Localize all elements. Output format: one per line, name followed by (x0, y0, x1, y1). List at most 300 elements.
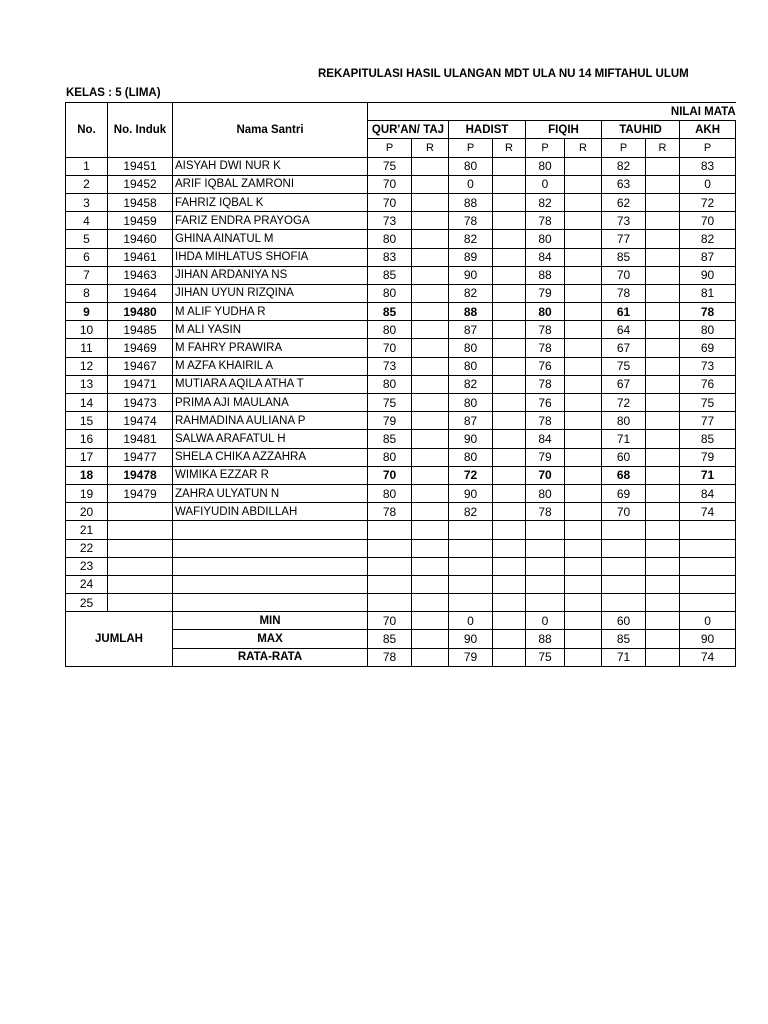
header-p: P (368, 139, 412, 157)
cell-score-p: 79 (368, 412, 412, 430)
cell-score-r (493, 575, 526, 593)
cell-score-p: 77 (602, 230, 646, 248)
summary-value-p: 75 (526, 648, 565, 666)
cell-score-r (565, 557, 602, 575)
cell-score-p: 70 (602, 266, 646, 284)
cell-no-induk: 19471 (108, 375, 173, 393)
cell-no: 23 (66, 557, 108, 575)
summary-value-r (565, 630, 602, 648)
cell-score-p: 79 (526, 284, 565, 302)
cell-no: 17 (66, 448, 108, 466)
table-row (66, 539, 736, 557)
cell-score-p (449, 594, 493, 612)
table-row (66, 303, 736, 321)
summary-value-p: 0 (449, 612, 493, 630)
cell-score-r (493, 594, 526, 612)
table-row (66, 175, 736, 193)
cell-score-p: 82 (602, 157, 646, 175)
header-p: P (526, 139, 565, 157)
cell-score-p (449, 557, 493, 575)
summary-value-r (646, 612, 680, 630)
cell-nama: ARIF IQBAL ZAMRONI (173, 175, 368, 193)
cell-score-p: 60 (602, 448, 646, 466)
header-nama-santri: Nama Santri (173, 103, 368, 158)
cell-score-r (646, 521, 680, 539)
cell-no: 1 (66, 157, 108, 175)
cell-score-r (493, 303, 526, 321)
cell-score-p: 70 (368, 193, 412, 211)
cell-score-p: 80 (526, 157, 565, 175)
cell-score-r (646, 339, 680, 357)
cell-score-r (565, 430, 602, 448)
cell-score-p (526, 521, 565, 539)
table-row (66, 321, 736, 339)
cell-nama (173, 594, 368, 612)
cell-score-p: 70 (680, 212, 736, 230)
cell-score-r (493, 430, 526, 448)
cell-score-p: 0 (680, 175, 736, 193)
cell-score-p: 87 (680, 248, 736, 266)
cell-no-induk (108, 557, 173, 575)
summary-label: RATA-RATA (173, 648, 368, 666)
summary-value-p: 79 (449, 648, 493, 666)
cell-score-r (565, 503, 602, 521)
cell-score-p: 71 (680, 466, 736, 484)
cell-score-p: 70 (368, 339, 412, 357)
cell-no-induk: 19477 (108, 448, 173, 466)
cell-score-p (602, 575, 646, 593)
cell-score-p: 80 (368, 448, 412, 466)
cell-score-r (412, 503, 449, 521)
cell-score-r (565, 193, 602, 211)
cell-score-r (646, 157, 680, 175)
cell-no-induk: 19463 (108, 266, 173, 284)
cell-score-p: 82 (680, 230, 736, 248)
cell-score-p: 78 (526, 212, 565, 230)
cell-nama: WIMIKA EZZAR R (173, 466, 368, 484)
cell-nama: MUTIARA AQILA ATHA T (173, 375, 368, 393)
cell-score-p: 75 (680, 394, 736, 412)
summary-value-r (412, 648, 449, 666)
cell-score-r (565, 484, 602, 502)
cell-score-p: 75 (368, 157, 412, 175)
cell-score-p: 76 (680, 375, 736, 393)
cell-no-induk: 19464 (108, 284, 173, 302)
summary-value-p: 0 (680, 612, 736, 630)
cell-no: 2 (66, 175, 108, 193)
cell-score-p (680, 521, 736, 539)
cell-score-p: 68 (602, 466, 646, 484)
cell-score-r (493, 412, 526, 430)
cell-no: 18 (66, 466, 108, 484)
grade-sheet (65, 102, 736, 667)
cell-score-r (493, 448, 526, 466)
cell-no: 3 (66, 193, 108, 211)
cell-score-p (526, 594, 565, 612)
cell-score-r (565, 248, 602, 266)
cell-score-p: 76 (526, 357, 565, 375)
summary-row (66, 612, 736, 630)
cell-score-p: 80 (368, 230, 412, 248)
cell-score-p: 88 (526, 266, 565, 284)
cell-no: 16 (66, 430, 108, 448)
header-p: P (449, 139, 493, 157)
table-row (66, 157, 736, 175)
cell-score-p: 78 (368, 503, 412, 521)
cell-score-p: 69 (680, 339, 736, 357)
cell-score-r (565, 521, 602, 539)
summary-value-p: 0 (526, 612, 565, 630)
cell-score-r (493, 321, 526, 339)
cell-score-p (602, 557, 646, 575)
cell-score-r (565, 466, 602, 484)
cell-score-p: 69 (602, 484, 646, 502)
cell-score-p: 73 (368, 212, 412, 230)
cell-no-induk (108, 594, 173, 612)
cell-score-p: 70 (526, 466, 565, 484)
cell-score-r (412, 303, 449, 321)
cell-score-p: 78 (526, 412, 565, 430)
summary-value-p: 71 (602, 648, 646, 666)
subject-header: FIQIH (526, 121, 602, 139)
cell-score-p: 67 (602, 339, 646, 357)
cell-score-p: 74 (680, 503, 736, 521)
cell-no: 25 (66, 594, 108, 612)
cell-score-r (646, 430, 680, 448)
summary-value-r (646, 630, 680, 648)
cell-score-p (526, 539, 565, 557)
summary-value-p: 74 (680, 648, 736, 666)
cell-score-r (493, 357, 526, 375)
cell-score-p (602, 539, 646, 557)
cell-score-p: 80 (449, 357, 493, 375)
table-row (66, 212, 736, 230)
cell-score-r (412, 448, 449, 466)
cell-score-p: 90 (449, 484, 493, 502)
cell-no-induk: 19460 (108, 230, 173, 248)
cell-score-r (493, 230, 526, 248)
cell-score-p: 72 (680, 193, 736, 211)
cell-score-p: 61 (602, 303, 646, 321)
cell-score-r (412, 321, 449, 339)
cell-score-p: 71 (602, 430, 646, 448)
table-row (66, 339, 736, 357)
cell-score-p: 64 (602, 321, 646, 339)
summary-value-r (493, 648, 526, 666)
page-title: REKAPITULASI HASIL ULANGAN MDT ULA NU 14 MIFTAHUL ULUM (318, 68, 689, 80)
cell-nama: PRIMA AJI MAULANA (173, 394, 368, 412)
header-no-induk: No. Induk (108, 103, 173, 158)
cell-score-r (493, 521, 526, 539)
cell-no-induk: 19451 (108, 157, 173, 175)
cell-score-p: 75 (602, 357, 646, 375)
cell-score-r (412, 412, 449, 430)
cell-score-p: 70 (368, 466, 412, 484)
summary-value-p: 90 (449, 630, 493, 648)
cell-no: 20 (66, 503, 108, 521)
cell-nama: FARIZ ENDRA PRAYOGA (173, 212, 368, 230)
cell-score-p: 79 (680, 448, 736, 466)
cell-score-p: 73 (602, 212, 646, 230)
cell-score-r (565, 357, 602, 375)
table-row (66, 484, 736, 502)
cell-score-r (565, 594, 602, 612)
header-r: R (493, 139, 526, 157)
cell-nama: M ALI YASIN (173, 321, 368, 339)
cell-score-p (449, 539, 493, 557)
cell-score-r (412, 339, 449, 357)
cell-score-p: 78 (602, 284, 646, 302)
cell-score-p: 78 (526, 375, 565, 393)
header-nilai-mata: NILAI MATA (368, 103, 736, 121)
cell-no: 15 (66, 412, 108, 430)
cell-score-p: 88 (449, 193, 493, 211)
cell-score-r (493, 375, 526, 393)
cell-score-r (493, 339, 526, 357)
cell-score-p: 80 (680, 321, 736, 339)
cell-no: 14 (66, 394, 108, 412)
cell-score-p (680, 539, 736, 557)
table-row (66, 284, 736, 302)
cell-no: 6 (66, 248, 108, 266)
table-row (66, 448, 736, 466)
summary-value-p: 60 (602, 612, 646, 630)
class-label: KELAS : 5 (LIMA) (66, 87, 161, 99)
cell-score-r (646, 248, 680, 266)
cell-score-r (493, 266, 526, 284)
cell-score-p: 80 (449, 448, 493, 466)
cell-score-p: 73 (680, 357, 736, 375)
cell-no: 22 (66, 539, 108, 557)
table-row (66, 375, 736, 393)
cell-score-p: 78 (526, 321, 565, 339)
cell-score-r (412, 230, 449, 248)
header-r: R (565, 139, 602, 157)
cell-score-p: 88 (449, 303, 493, 321)
jumlah-label: JUMLAH (66, 612, 173, 667)
cell-score-p: 75 (368, 394, 412, 412)
cell-no-induk: 19459 (108, 212, 173, 230)
cell-no: 7 (66, 266, 108, 284)
table-row (66, 557, 736, 575)
cell-score-r (412, 175, 449, 193)
cell-score-p: 82 (526, 193, 565, 211)
cell-score-p: 87 (449, 321, 493, 339)
cell-nama (173, 557, 368, 575)
cell-score-r (565, 266, 602, 284)
cell-score-r (565, 575, 602, 593)
cell-no: 13 (66, 375, 108, 393)
cell-no-induk: 19474 (108, 412, 173, 430)
cell-score-r (565, 230, 602, 248)
summary-value-r (493, 612, 526, 630)
header-row-1 (66, 103, 736, 121)
cell-score-r (646, 594, 680, 612)
cell-score-p: 63 (602, 175, 646, 193)
cell-score-p: 85 (602, 248, 646, 266)
cell-no: 4 (66, 212, 108, 230)
cell-score-p (526, 557, 565, 575)
cell-score-r (646, 448, 680, 466)
cell-score-r (412, 193, 449, 211)
cell-score-p: 82 (449, 503, 493, 521)
cell-nama: SALWA ARAFATUL H (173, 430, 368, 448)
table-row (66, 357, 736, 375)
cell-score-r (493, 157, 526, 175)
cell-score-r (646, 557, 680, 575)
cell-score-p: 79 (526, 448, 565, 466)
cell-score-p (368, 575, 412, 593)
cell-score-p (602, 594, 646, 612)
cell-nama: SHELA CHIKA AZZAHRA (173, 448, 368, 466)
summary-value-p: 78 (368, 648, 412, 666)
cell-score-p: 73 (368, 357, 412, 375)
table-row (66, 230, 736, 248)
table-row (66, 266, 736, 284)
cell-no-induk: 19461 (108, 248, 173, 266)
cell-score-p: 81 (680, 284, 736, 302)
cell-score-p: 82 (449, 375, 493, 393)
cell-score-p: 83 (368, 248, 412, 266)
subject-header: AKH (680, 121, 736, 139)
cell-score-r (646, 212, 680, 230)
grade-table (65, 102, 736, 667)
cell-score-r (646, 193, 680, 211)
cell-score-p: 78 (526, 339, 565, 357)
cell-no-induk: 19473 (108, 394, 173, 412)
summary-value-p: 90 (680, 630, 736, 648)
cell-score-r (412, 266, 449, 284)
table-row (66, 193, 736, 211)
cell-nama: M FAHRY PRAWIRA (173, 339, 368, 357)
cell-score-p (368, 539, 412, 557)
cell-score-r (412, 484, 449, 502)
cell-score-r (493, 175, 526, 193)
cell-nama: FAHRIZ IQBAL K (173, 193, 368, 211)
cell-score-r (565, 339, 602, 357)
cell-score-p: 85 (368, 303, 412, 321)
cell-score-p (526, 575, 565, 593)
cell-score-r (412, 430, 449, 448)
cell-score-p: 67 (602, 375, 646, 393)
cell-no-induk: 19469 (108, 339, 173, 357)
header-no: No. (66, 103, 108, 158)
cell-score-p: 84 (526, 430, 565, 448)
cell-score-p (449, 575, 493, 593)
cell-score-r (646, 412, 680, 430)
cell-score-r (565, 539, 602, 557)
cell-score-r (493, 503, 526, 521)
cell-score-p: 80 (449, 394, 493, 412)
table-row (66, 466, 736, 484)
cell-no-induk (108, 539, 173, 557)
cell-score-r (646, 303, 680, 321)
cell-no-induk: 19467 (108, 357, 173, 375)
cell-no: 10 (66, 321, 108, 339)
cell-score-p: 80 (368, 484, 412, 502)
cell-no: 21 (66, 521, 108, 539)
cell-score-p: 80 (602, 412, 646, 430)
cell-score-p: 82 (449, 284, 493, 302)
cell-score-r (565, 375, 602, 393)
cell-no-induk: 19480 (108, 303, 173, 321)
cell-score-r (646, 466, 680, 484)
cell-score-p: 77 (680, 412, 736, 430)
cell-nama: IHDA MIHLATUS SHOFIA (173, 248, 368, 266)
cell-nama: WAFIYUDIN ABDILLAH (173, 503, 368, 521)
summary-value-r (646, 648, 680, 666)
table-row (66, 248, 736, 266)
cell-score-r (412, 394, 449, 412)
cell-score-p (680, 575, 736, 593)
cell-no-induk: 19479 (108, 484, 173, 502)
summary-label: MAX (173, 630, 368, 648)
table-row (66, 594, 736, 612)
cell-score-r (412, 284, 449, 302)
cell-score-r (565, 175, 602, 193)
cell-no-induk: 19485 (108, 321, 173, 339)
cell-nama: JIHAN UYUN RIZQINA (173, 284, 368, 302)
cell-score-r (412, 375, 449, 393)
summary-value-r (493, 630, 526, 648)
cell-nama: AISYAH DWI NUR K (173, 157, 368, 175)
cell-score-p (368, 594, 412, 612)
cell-score-r (412, 157, 449, 175)
summary-value-r (412, 630, 449, 648)
cell-no: 9 (66, 303, 108, 321)
cell-nama (173, 575, 368, 593)
cell-score-r (412, 539, 449, 557)
cell-score-r (646, 539, 680, 557)
cell-nama (173, 539, 368, 557)
cell-score-p: 78 (680, 303, 736, 321)
cell-score-p: 82 (449, 230, 493, 248)
cell-score-p: 90 (680, 266, 736, 284)
cell-score-p: 80 (449, 339, 493, 357)
cell-score-r (646, 230, 680, 248)
cell-score-r (412, 521, 449, 539)
cell-score-r (646, 575, 680, 593)
table-row (66, 503, 736, 521)
cell-score-r (646, 357, 680, 375)
cell-score-p: 80 (526, 484, 565, 502)
cell-score-p: 80 (368, 284, 412, 302)
cell-score-p (680, 594, 736, 612)
summary-value-p: 85 (368, 630, 412, 648)
cell-score-r (412, 357, 449, 375)
cell-no: 12 (66, 357, 108, 375)
cell-score-r (412, 557, 449, 575)
cell-score-p: 90 (449, 266, 493, 284)
cell-score-r (565, 284, 602, 302)
cell-score-p: 72 (449, 466, 493, 484)
table-row (66, 521, 736, 539)
table-row (66, 412, 736, 430)
cell-nama: RAHMADINA AULIANA P (173, 412, 368, 430)
cell-score-p: 80 (368, 321, 412, 339)
cell-no-induk (108, 521, 173, 539)
cell-score-r (493, 466, 526, 484)
cell-score-r (493, 248, 526, 266)
cell-no: 5 (66, 230, 108, 248)
subject-header: QUR'AN/ TAJ (368, 121, 449, 139)
cell-score-p: 83 (680, 157, 736, 175)
summary-value-p: 70 (368, 612, 412, 630)
cell-nama: JIHAN ARDANIYA NS (173, 266, 368, 284)
cell-score-r (646, 321, 680, 339)
summary-value-p: 88 (526, 630, 565, 648)
cell-no-induk: 19481 (108, 430, 173, 448)
